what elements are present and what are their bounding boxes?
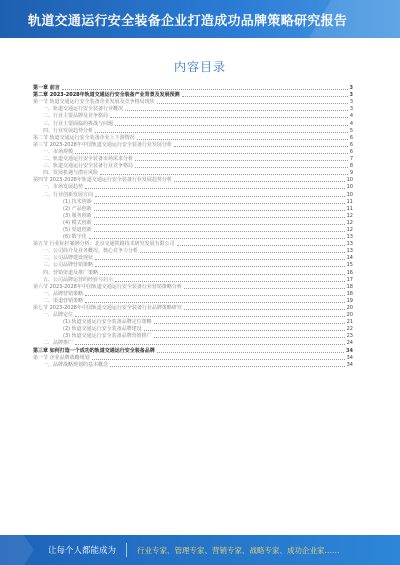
toc-page-number: 24 [346, 340, 353, 347]
toc-page-number: 10 [346, 184, 353, 191]
toc-page-number: 3 [349, 99, 353, 106]
toc-entry[interactable] [33, 169, 353, 176]
toc-leader-dots [94, 224, 345, 225]
toc-entry-title: (5) 渠道创新 [63, 226, 92, 233]
toc-entry[interactable] [33, 148, 353, 155]
toc-page-number: 18 [346, 290, 353, 297]
toc-entry[interactable] [33, 247, 353, 254]
toc-entry-title: 二、公司品牌建设现状 [43, 255, 94, 262]
toc-leader-dots [115, 281, 345, 282]
toc-page-number: 34 [346, 347, 353, 354]
toc-page-number: 13 [346, 241, 353, 248]
toc-leader-dots [154, 337, 345, 338]
footer-roles: 行业专家、管理专家、营销专家、战略专家、成功企业家…… [137, 545, 340, 555]
toc-entry[interactable] [33, 176, 353, 183]
toc-entry[interactable] [33, 141, 353, 148]
toc-leader-dots [94, 231, 345, 232]
toc-leader-dots [62, 89, 348, 90]
toc-page-number: 34 [346, 361, 353, 368]
toc-page-number: 12 [346, 212, 353, 219]
toc-entry-title: 一、品牌定位 [43, 312, 74, 319]
toc-page-number: 12 [346, 219, 353, 226]
toc-page-number: 20 [346, 312, 353, 319]
toc-entry[interactable] [33, 339, 353, 346]
toc-page-number: 6 [349, 141, 353, 148]
toc-entry[interactable] [33, 198, 353, 205]
toc-entry-title: 二、行业主要品牌及竞争格局 [43, 113, 109, 120]
toc-page-number: 3 [349, 106, 353, 113]
toc-page-number: 13 [346, 248, 353, 255]
toc-page-number: 10 [346, 177, 353, 184]
toc-leader-dots [135, 167, 348, 168]
toc-entry-title: 第一节 企业品牌战略规划 [33, 354, 90, 361]
toc-entry-title: 一、市场发展趋势 [43, 184, 84, 191]
toc-entry-title: 第二节 轨道交通运行安全装备企业上下游情况 [33, 134, 135, 141]
toc-entry[interactable] [33, 212, 353, 219]
report-title: 轨道交通运行安全装备企业打造成功品牌策略研究报告 [28, 14, 348, 29]
toc-leader-dots [144, 330, 345, 331]
toc-leader-dots [184, 288, 345, 289]
toc-entry-title: 四、发展机遇与潜在风险 [43, 170, 99, 177]
toc-leader-dots [89, 238, 345, 239]
toc-page-number: 20 [346, 305, 353, 311]
toc-page-number: 12 [346, 226, 353, 233]
toc-entry-title: (2) 产品创新 [63, 205, 92, 212]
toc-entry-title: 三、公司品牌营销策略 [43, 262, 94, 269]
toc-entry[interactable] [33, 283, 353, 290]
toc-entry-title: 三、行业主要面临的挑战与问题 [43, 120, 114, 127]
toc-entry[interactable] [33, 205, 353, 212]
toc-entry[interactable] [33, 119, 353, 126]
toc-entry[interactable] [33, 332, 353, 339]
toc-page-number: 18 [346, 283, 353, 290]
toc-entry-title: 四、营销渠道及推广策略 [43, 269, 99, 276]
toc-page-number: 14 [346, 255, 353, 262]
toc-entry-title: 一、品牌营销策略 [43, 290, 84, 297]
toc-entry-title: 一、品牌战略规划的基本概念 [43, 361, 109, 368]
toc-page-number: 17 [346, 276, 353, 283]
toc-leader-dots [184, 309, 345, 310]
toc-entry-title: 一、轨道交通运行安全装备行业概况 [43, 106, 124, 113]
toc-leader-dots [157, 352, 344, 353]
toc-entry-title: 二、行业创新发展方向 [43, 191, 94, 198]
toc-page-number: 8 [349, 163, 353, 170]
toc-entry[interactable] [33, 127, 353, 134]
toc-entry-title: (4) 模式创新 [63, 219, 92, 226]
toc-page-number: 6 [349, 148, 353, 155]
toc-entry-title: 第三节 2023-2028年中国轨道交通运行安全装备行业发展分析 [33, 141, 172, 148]
toc-entry[interactable] [33, 105, 353, 112]
footer-divider [126, 543, 127, 557]
toc-entry[interactable] [33, 304, 353, 311]
toc-leader-dots [85, 302, 345, 303]
toc-page-number: 21 [346, 319, 353, 326]
toc-entry[interactable] [33, 183, 353, 190]
toc-entry-title: (3) 服务创新 [63, 212, 92, 219]
toc-leader-dots [157, 103, 348, 104]
toc-entry[interactable] [33, 254, 353, 261]
toc-leader-dots [95, 266, 345, 267]
toc-leader-dots [85, 188, 345, 189]
toc-leader-dots [94, 210, 345, 211]
toc-page-number: 11 [346, 198, 353, 205]
toc-leader-dots [125, 110, 348, 111]
report-footer [0, 535, 400, 565]
toc-entry[interactable] [33, 84, 353, 91]
footer-slogan: 让每个人都能成为 [48, 546, 117, 556]
toc-entry-title: (1) 技术创新 [63, 198, 92, 205]
toc-leader-dots [135, 160, 348, 161]
toc-page-number: 16 [346, 269, 353, 276]
toc-entry[interactable] [33, 325, 353, 332]
toc-leader-dots [94, 217, 345, 218]
toc-leader-dots [140, 252, 345, 253]
toc-entry[interactable] [33, 276, 353, 283]
toc-leader-dots [85, 295, 345, 296]
toc-entry-title: 第一章 前言 [33, 85, 60, 92]
toc-leader-dots [115, 125, 348, 126]
toc-entry-title: (2) 轨道交通运行安全装备品牌建设 [63, 326, 142, 333]
toc-entry[interactable] [33, 226, 353, 233]
toc-entry[interactable] [33, 233, 353, 240]
toc-leader-dots [75, 316, 345, 317]
toc-entry[interactable] [33, 290, 353, 297]
toc-entry-title: 第七节 2023-2028年中国轨道交通运行安全装备行业品牌策略研究 [33, 305, 182, 311]
toc-leader-dots [92, 359, 345, 360]
toc-leader-dots [95, 259, 345, 260]
toc-entry[interactable] [33, 268, 353, 275]
toc-entry-title: 三、轨道交通运行安全装备行业竞争格局 [43, 163, 134, 170]
toc-leader-dots [75, 344, 345, 345]
toc-entry-title: (1) 轨道交通运行安全装备品牌定位策略 [63, 319, 152, 326]
toc-leader-dots [177, 245, 345, 246]
toc-page-number: 23 [346, 333, 353, 340]
toc-entry-title: 五、公司品牌运营的经验与启示 [43, 276, 114, 283]
toc-leader-dots [154, 323, 345, 324]
toc-page-number: 7 [349, 156, 353, 163]
toc-entry-title: 一、公司简介及业务概况、核心竞争力分析 [43, 248, 139, 255]
toc-leader-dots [94, 203, 345, 204]
toc-entry-title: 第四节 2023-2028年轨道交通运行安全装备行业发展趋势分析 [33, 177, 172, 184]
toc-page-number: 3 [349, 92, 353, 99]
toc-leader-dots [182, 96, 348, 97]
toc-page-number: 4 [349, 113, 353, 120]
toc-entry[interactable] [33, 91, 353, 98]
toc-entry-title: 第六节 2023-2028年中国轨道交通运行安全装备行业营销策略分析 [33, 283, 182, 290]
toc-entry[interactable] [33, 190, 353, 197]
toc-leader-dots [174, 181, 345, 182]
toc-leader-dots [110, 117, 348, 118]
toc-leader-dots [137, 139, 348, 140]
table-of-contents [33, 84, 353, 368]
toc-leader-dots [75, 153, 348, 154]
toc-leader-dots [95, 196, 345, 197]
toc-entry[interactable] [33, 361, 353, 368]
toc-page-number: 34 [346, 354, 353, 361]
toc-entry[interactable] [33, 112, 353, 119]
toc-entry[interactable] [33, 311, 353, 318]
toc-entry-title: 第三章 如何打造一个成功的轨道交通运行安全装备品牌 [33, 347, 155, 354]
footer-chevron [0, 535, 34, 565]
toc-leader-dots [174, 146, 348, 147]
toc-entry[interactable] [33, 261, 353, 268]
toc-entry[interactable] [33, 297, 353, 304]
toc-leader-dots [95, 132, 348, 133]
toc-entry[interactable] [33, 134, 353, 141]
toc-entry-title: 四、行业发展趋势分析 [43, 127, 94, 134]
toc-leader-dots [100, 174, 348, 175]
toc-page-number: 3 [349, 85, 353, 92]
toc-entry[interactable] [33, 354, 353, 361]
toc-page-number: 13 [346, 234, 353, 241]
toc-page-number: 10 [346, 191, 353, 198]
toc-page-number: 5 [349, 127, 353, 134]
toc-entry-title: 第一节 轨道交通运行安全装备企业发展及竞争格局现状 [33, 99, 155, 106]
toc-entry[interactable] [33, 240, 353, 247]
toc-page-number: 9 [349, 170, 353, 177]
toc-entry-title: 二、渠道营销策略 [43, 297, 84, 304]
toc-leader-dots [110, 366, 345, 367]
toc-entry-title: 一、市场规模 [43, 148, 74, 155]
toc-page-number: 19 [346, 297, 353, 304]
toc-leader-dots [100, 274, 345, 275]
toc-entry-title: 二、品牌推广 [43, 340, 74, 347]
toc-entry-title: 二、轨道交通运行安全装备市场需求分析 [43, 156, 134, 163]
toc-page-number: 11 [346, 205, 353, 212]
toc-entry-title: (3) 轨道交通运行安全装备品牌营销推广 [63, 333, 152, 340]
toc-entry[interactable] [33, 318, 353, 325]
toc-entry[interactable] [33, 162, 353, 169]
toc-entry[interactable] [33, 346, 353, 353]
toc-entry[interactable] [33, 219, 353, 226]
toc-page-number: 15 [346, 262, 353, 269]
toc-entry[interactable] [33, 98, 353, 105]
toc-entry-title: (6) 数字化 [63, 234, 87, 241]
toc-entry[interactable] [33, 155, 353, 162]
report-header [0, 0, 400, 38]
toc-page-number: 22 [346, 326, 353, 333]
toc-entry-title: 第二章 2023-2028年轨道交通运行安全装备产业背景及发展预测 [33, 92, 180, 99]
toc-entry-title: 第五节 行业标杆案例分析：北京交通铁路技术研究发展有限公司 [33, 241, 175, 248]
toc-heading: 内容目录 [173, 60, 226, 74]
toc-page-number: 6 [349, 134, 353, 141]
toc-page-number: 4 [349, 120, 353, 127]
